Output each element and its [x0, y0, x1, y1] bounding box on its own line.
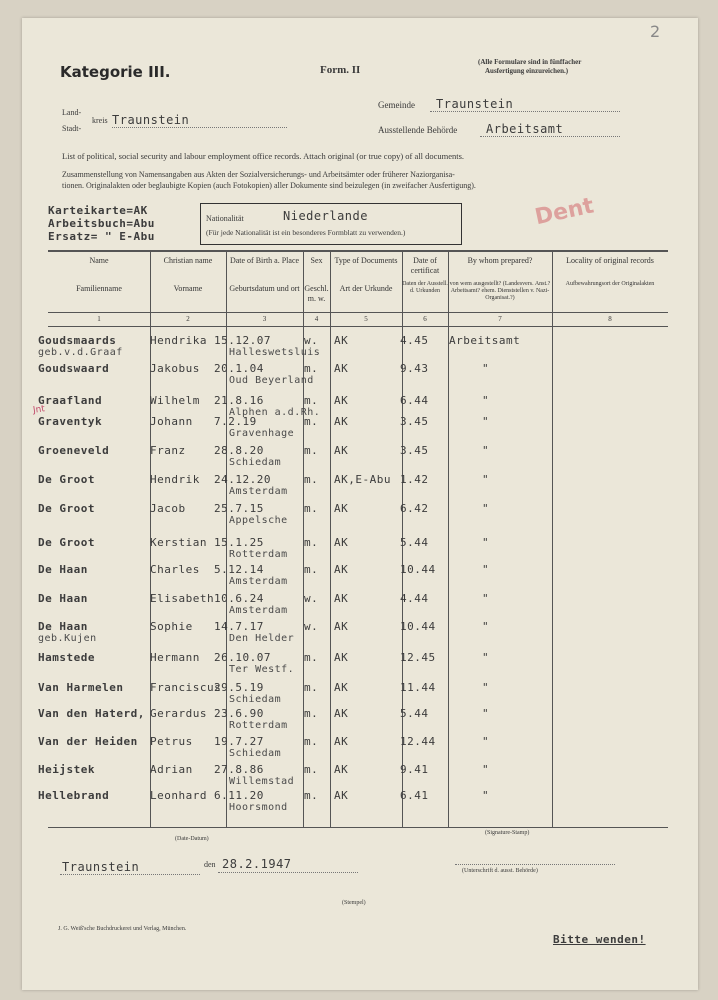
header-note-1: (Alle Formulare sind in fünffacher: [478, 58, 582, 66]
column-number-8: 8: [608, 315, 612, 323]
document-type-cell: AK: [334, 334, 349, 347]
first-name-cell: Elisabeth: [150, 592, 215, 605]
certificate-date-cell: 6.41: [400, 789, 429, 802]
prepared-by-cell: ": [482, 362, 490, 375]
column-header-en-7: By whom prepared?: [467, 256, 533, 265]
first-name-cell: Franciscus: [150, 681, 222, 694]
prepared-by-cell: ": [482, 592, 490, 605]
birth-date-cell: 19.7.27: [214, 735, 264, 748]
sex-cell: w.: [304, 620, 319, 633]
sex-cell: m.: [304, 763, 319, 776]
first-name-cell: Petrus: [150, 735, 193, 748]
surname-cell: De Haan: [38, 563, 88, 576]
footer-place: Traunstein: [62, 860, 140, 874]
instructions-german-1: Zusammenstellung von Namensangaben aus Akten der Sozialversicherungs- und Arbeitsämter oder früherer Naziorganisa-: [62, 170, 455, 179]
document-page: [22, 18, 698, 990]
stadt-label: Stadt-: [62, 124, 82, 133]
sex-cell: m.: [304, 735, 319, 748]
nationality-value: Niederlande: [283, 209, 368, 223]
surname-cell: De Groot: [38, 536, 95, 549]
printer-imprint: J. G. Weiß'sche Buchdruckerei und Verlag, München.: [58, 926, 187, 932]
sex-cell: m.: [304, 789, 319, 802]
column-header-en-5: Type of Documents: [334, 256, 398, 265]
sex-cell: m.: [304, 707, 319, 720]
maiden-name-cell: geb.v.d.Graaf: [38, 347, 123, 358]
birth-date-cell: 25.7.15: [214, 502, 264, 515]
prepared-by-cell: ": [482, 620, 490, 633]
column-number-7: 7: [498, 315, 502, 323]
document-type-cell: AK: [334, 735, 349, 748]
birth-place-cell: Schiedam: [229, 748, 282, 759]
instructions-german-2: tionen. Originalakten oder beglaubigte Kopien (auch Fotokopien) aller Dokumente sind beizulegen (in zweifacher Ausfertigung).: [62, 181, 476, 190]
column-header-en-3: Date of Birth a. Place: [229, 256, 300, 265]
column-header-de-2: Vorname: [173, 284, 203, 293]
certificate-date-cell: 6.44: [400, 394, 429, 407]
document-type-cell: AK: [334, 592, 349, 605]
surname-cell: Hamstede: [38, 651, 95, 664]
document-type-cell: AK: [334, 444, 349, 457]
surname-cell: De Groot: [38, 473, 95, 486]
first-name-cell: Franz: [150, 444, 186, 457]
column-header-de-6: Daten der Ausstell. d. Urkunden: [402, 281, 448, 294]
column-number-4: 4: [314, 315, 319, 323]
sex-cell: m.: [304, 415, 319, 428]
first-name-cell: Adrian: [150, 763, 193, 776]
maiden-name-cell: geb.Kujen: [38, 633, 97, 644]
sex-cell: w.: [304, 334, 319, 347]
column-number-3: 3: [262, 315, 267, 323]
birth-place-cell: Hoorsmond: [229, 802, 288, 813]
prepared-by-cell: ": [482, 681, 490, 694]
header-note-2: Ausfertigung einzureichen.): [485, 67, 569, 75]
certificate-date-cell: 6.42: [400, 502, 429, 515]
behoerde-value: Arbeitsamt: [486, 122, 564, 136]
first-name-cell: Sophie: [150, 620, 193, 633]
first-name-cell: Gerardus: [150, 707, 207, 720]
document-type-cell: AK: [334, 563, 349, 576]
instructions-english: List of political, social security and labour employment office records. Attach original (or true copy) of all documents.: [62, 151, 465, 161]
surname-cell: Groeneveld: [38, 444, 110, 457]
sex-cell: m.: [304, 563, 319, 576]
column-header-de-3: Geburtsdatum und ort: [229, 284, 300, 293]
surname-cell: Graafland: [38, 394, 103, 407]
document-type-cell: AK: [334, 362, 349, 375]
sex-cell: w.: [304, 592, 319, 605]
document-type-cell: AK: [334, 707, 349, 720]
column-header-de-7: von wem ausgestellt? (Landesvers. Anst.? Arbeitsamt? ehem. Dienststellen v. Nazi-Organisat.?): [449, 281, 551, 301]
first-name-cell: Jakobus: [150, 362, 200, 375]
surname-cell: Van Harmelen: [38, 681, 124, 694]
birth-place-cell: Oud Beyerland: [229, 375, 314, 386]
first-name-cell: Jacob: [150, 502, 186, 515]
surname-cell: De Haan: [38, 620, 88, 633]
first-name-cell: Charles: [150, 563, 200, 576]
nationality-note: (Für jede Nationalität ist ein besonderes Formblatt zu verwenden.): [206, 228, 406, 237]
birth-date-cell: 10.6.24: [214, 592, 264, 605]
land-label: Land-: [62, 108, 82, 117]
birth-place-cell: Amsterdam: [229, 486, 288, 497]
birth-date-cell: 5.12.14: [214, 563, 264, 576]
prepared-by-cell: ": [482, 473, 490, 486]
prepared-by-cell: ": [482, 789, 490, 802]
kreis-value: Traunstein: [112, 113, 190, 127]
column-header-en-6: Date of certificat: [410, 256, 440, 275]
prepared-by-cell: ": [482, 651, 490, 664]
prepared-by-cell: ": [482, 502, 490, 515]
document-type-cell: AK: [334, 536, 349, 549]
kreis-label: kreis: [92, 116, 108, 125]
document-type-cell: AK: [334, 763, 349, 776]
column-header-de-5: Art der Urkunde: [339, 284, 393, 293]
column-header-de-1: Familienname: [76, 284, 122, 293]
prepared-by-cell: ": [482, 563, 490, 576]
document-type-cell: AK: [334, 651, 349, 664]
surname-cell: Heijstek: [38, 763, 95, 776]
first-name-cell: Hendrik: [150, 473, 200, 486]
birth-date-cell: 28.8.20: [214, 444, 264, 457]
sex-cell: m.: [304, 681, 319, 694]
column-header-en-1: Name: [89, 256, 109, 265]
certificate-date-cell: 3.45: [400, 444, 429, 457]
certificate-date-cell: 9.43: [400, 362, 429, 375]
prepared-by-cell: ": [482, 536, 490, 549]
birth-place-cell: Alphen a.d.Rh.: [229, 407, 321, 418]
column-header-en-8: Locality of original records: [566, 256, 654, 265]
birth-place-cell: Willemstad: [229, 776, 295, 787]
first-name-cell: Leonhard: [150, 789, 207, 802]
birth-place-cell: Schiedam: [229, 694, 282, 705]
surname-cell: Van der Heiden: [38, 735, 138, 748]
footer-date: 28.2.1947: [222, 857, 292, 871]
column-header-de-4: Geschl. m. w.: [304, 284, 329, 303]
birth-place-cell: Schiedam: [229, 457, 282, 468]
surname-cell: Van den Haterd,: [38, 707, 145, 720]
surname-cell: Goudsmaards: [38, 334, 117, 347]
column-header-en-2: Christian name: [163, 256, 213, 265]
surname-cell: De Haan: [38, 592, 88, 605]
document-type-cell: AK: [334, 620, 349, 633]
document-type-cell: AK: [334, 415, 349, 428]
document-type-cell: AK: [334, 789, 349, 802]
certificate-date-cell: 10.44: [400, 563, 436, 576]
sex-cell: m.: [304, 651, 319, 664]
nationality-label: Nationalität: [206, 214, 244, 223]
date-caption: (Date-Datum): [175, 836, 209, 842]
birth-date-cell: 27.8.86: [214, 763, 264, 776]
prepared-by-cell: ": [482, 444, 490, 457]
gemeinde-value: Traunstein: [436, 97, 514, 111]
certificate-date-cell: 12.45: [400, 651, 436, 664]
birth-place-cell: Rotterdam: [229, 720, 288, 731]
surname-cell: Goudswaard: [38, 362, 110, 375]
legend-line-2: Arbeitsbuch=Abu: [48, 217, 155, 230]
form-number: Form. II: [320, 64, 361, 76]
column-number-1: 1: [97, 315, 101, 323]
prepared-by-cell: Arbeitsamt: [449, 334, 521, 347]
red-ink-annotation: Jnt: [32, 404, 46, 416]
behoerde-label: Ausstellende Behörde: [378, 125, 458, 135]
prepared-by-cell: ": [482, 394, 490, 407]
document-type-cell: AK: [334, 502, 349, 515]
sex-cell: m.: [304, 362, 319, 375]
certificate-date-cell: 5.44: [400, 707, 429, 720]
certificate-date-cell: 4.45: [400, 334, 429, 347]
bitte-wenden: Bitte wenden!: [553, 933, 646, 946]
column-number-5: 5: [364, 315, 368, 323]
birth-place-cell: Halleswetsluis: [229, 347, 321, 358]
prepared-by-cell: ": [482, 707, 490, 720]
certificate-date-cell: 11.44: [400, 681, 436, 694]
surname-cell: De Groot: [38, 502, 95, 515]
page-number-mark: 2: [650, 22, 661, 41]
document-type-cell: AK,E-Abu: [334, 473, 391, 486]
surname-cell: Graventyk: [38, 415, 103, 428]
sex-cell: m.: [304, 394, 319, 407]
first-name-cell: Hermann: [150, 651, 200, 664]
prepared-by-cell: ": [482, 763, 490, 776]
column-header-en-4: Sex: [310, 256, 323, 265]
birth-place-cell: Amsterdam: [229, 576, 288, 587]
birth-date-cell: 26.10.07: [214, 651, 271, 664]
birth-place-cell: Amsterdam: [229, 605, 288, 616]
legend-line-3: Ersatz= " E-Abu: [48, 230, 155, 243]
birth-date-cell: 6.11.20: [214, 789, 264, 802]
prepared-by-cell: ": [482, 415, 490, 428]
birth-date-cell: 14.7.17: [214, 620, 264, 633]
sex-cell: m.: [304, 536, 319, 549]
column-header-de-8: Aufbewahrungsort der Originalakten: [565, 281, 655, 287]
birth-date-cell: 20.1.04: [214, 362, 264, 375]
first-name-cell: Hendrika: [150, 334, 207, 347]
gemeinde-label: Gemeinde: [378, 100, 415, 110]
birth-date-cell: 15.12.07: [214, 334, 271, 347]
first-name-cell: Kerstian: [150, 536, 207, 549]
birth-place-cell: Rotterdam: [229, 549, 288, 560]
certificate-date-cell: 3.45: [400, 415, 429, 428]
first-name-cell: Wilhelm: [150, 394, 200, 407]
birth-date-cell: 23.6.90: [214, 707, 264, 720]
certificate-date-cell: 4.44: [400, 592, 429, 605]
footer-den: den: [204, 860, 216, 869]
birth-date-cell: 21.8.16: [214, 394, 264, 407]
sex-cell: m.: [304, 473, 319, 486]
birth-date-cell: 15.1.25: [214, 536, 264, 549]
sex-cell: m.: [304, 444, 319, 457]
sex-cell: m.: [304, 502, 319, 515]
legend-line-1: Karteikarte=AK: [48, 204, 148, 217]
certificate-date-cell: 1.42: [400, 473, 429, 486]
birth-date-cell: 24.12.20: [214, 473, 271, 486]
birth-place-cell: Ter Westf.: [229, 664, 295, 675]
surname-cell: Hellebrand: [38, 789, 110, 802]
column-number-2: 2: [186, 315, 190, 323]
signature-caption: (Signature-Stamp): [485, 830, 530, 836]
kategorie-title: Kategorie III.: [60, 63, 171, 81]
birth-place-cell: Den Helder: [229, 633, 295, 644]
stempel-caption: (Stempel): [342, 900, 366, 906]
certificate-date-cell: 12.44: [400, 735, 436, 748]
certificate-date-cell: 10.44: [400, 620, 436, 633]
birth-date-cell: 29.5.19: [214, 681, 264, 694]
birth-date-cell: 7.2.19: [214, 415, 257, 428]
certificate-date-cell: 5.44: [400, 536, 429, 549]
birth-place-cell: Appelsche: [229, 515, 288, 526]
certificate-date-cell: 9.41: [400, 763, 429, 776]
prepared-by-cell: ": [482, 735, 490, 748]
document-type-cell: AK: [334, 681, 349, 694]
birth-place-cell: Gravenhage: [229, 428, 295, 439]
red-stamp-mark: Dent: [532, 193, 597, 231]
unterschrift-caption: (Unterschrift d. ausst. Behörde): [462, 868, 538, 874]
document-type-cell: AK: [334, 394, 349, 407]
column-number-6: 6: [423, 315, 427, 323]
first-name-cell: Johann: [150, 415, 193, 428]
